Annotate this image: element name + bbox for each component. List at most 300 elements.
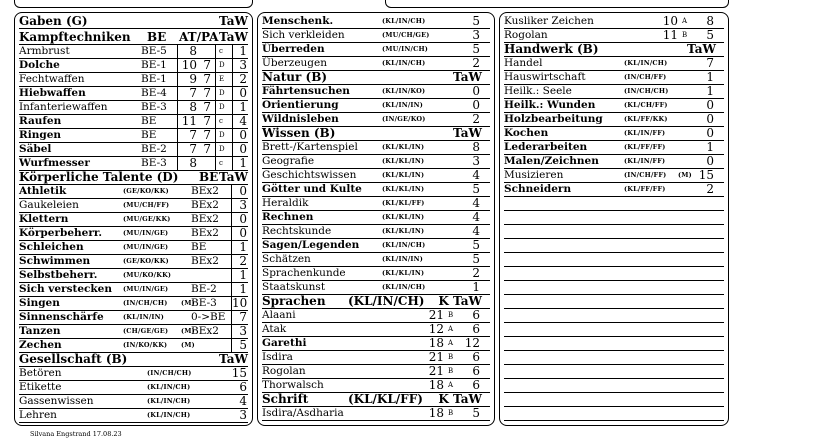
talent-name: Musizieren [504, 169, 564, 181]
taw-value: 0 [706, 154, 714, 168]
taw-value: 1 [706, 84, 714, 98]
card-col1 [14, 12, 253, 426]
blank-row [504, 392, 724, 407]
talent-name: Brett-/Kartenspiel [262, 141, 358, 153]
talent-attributes: (KL/IN/CH) [382, 241, 426, 249]
table-row [19, 44, 248, 59]
talent-name: Sprachenkunde [262, 267, 346, 279]
taw-value: 1 [706, 140, 714, 154]
col-header-be: BE [199, 170, 219, 184]
talent-attributes: (KL/IN/CH) [147, 383, 191, 391]
taw-value: 4 [239, 394, 247, 408]
blank-row [504, 322, 724, 337]
talent-name: Raufen [19, 115, 62, 127]
be-value: BE-5 [141, 45, 167, 57]
taw-value: 12 [464, 336, 480, 350]
be-value: 0->BE [191, 311, 226, 323]
col-header-taw: TaW [452, 70, 482, 84]
section-header [262, 70, 490, 85]
talent-name: Gaukeleien [19, 199, 79, 211]
at-value: 7 [189, 86, 197, 100]
table-row [262, 28, 490, 43]
cell-divider [215, 58, 216, 72]
talent-name: Zechen [19, 339, 62, 351]
talent-attributes: (MU/IN/GE) [123, 243, 169, 251]
table-row [19, 296, 248, 311]
talent-name: Heilk.: Wunden [504, 99, 596, 111]
complexity-value: 12 [428, 322, 444, 336]
talent-attributes: (KL/KL/IN) [382, 171, 425, 179]
complexity-class: B [448, 311, 454, 319]
talent-name: Geografie [262, 155, 315, 167]
taw-value: 10 [232, 296, 248, 310]
col-header-taw: TaW [219, 30, 249, 44]
talent-attributes: (KL/IN/CH) [147, 411, 191, 419]
talent-name: Lederarbeiten [504, 141, 588, 153]
blank-row [504, 350, 724, 365]
blank-row [504, 280, 724, 295]
complexity-class: B [448, 409, 454, 417]
talent-name: Götter und Kulte [262, 183, 362, 195]
complexity-value: 10 [662, 14, 678, 28]
pa-value: 7 [203, 100, 211, 114]
table-row [262, 238, 490, 253]
talent-attributes: (MU/GE/KK) [123, 215, 171, 223]
taw-value: 3 [472, 154, 480, 168]
talent-attributes: (KL/KL/FF) [382, 199, 425, 207]
complexity-class: A [448, 325, 454, 333]
talent-name: Schätzen [262, 253, 311, 265]
talent-name: Überreden [262, 43, 325, 55]
be-value: BE-2 [191, 283, 217, 295]
table-row [262, 182, 490, 197]
taw-value: 15 [231, 366, 247, 380]
complexity-value: 11 [662, 28, 678, 42]
section-header-koerperliche-talente [19, 170, 248, 185]
talent-attributes: (MU/KO/KK) [123, 271, 172, 279]
table-row [262, 224, 490, 239]
taw-value: 2 [706, 182, 714, 196]
cell-divider [215, 44, 216, 58]
talent-name: Dolche [19, 59, 60, 71]
cell-divider [177, 142, 178, 156]
talent-attributes: (MU/IN/GE) [123, 285, 169, 293]
pa-value: 7 [203, 72, 211, 86]
blank-row [504, 196, 724, 211]
at-value: 9 [189, 72, 197, 86]
table-row [19, 226, 248, 241]
card-col2 [257, 12, 495, 426]
col-header-taw: K TaW [438, 392, 482, 406]
table-row [19, 394, 248, 409]
meisterhandwerk-mark: (M) [181, 299, 195, 307]
complexity-value: 21 [428, 308, 444, 322]
table-row [19, 156, 248, 171]
at-value: 8 [189, 100, 197, 114]
talent-attributes: (KL/IN/IN) [123, 313, 165, 321]
taw-value: 1 [706, 70, 714, 84]
taw-value: 3 [472, 28, 480, 42]
weapon-type: D [219, 131, 225, 139]
taw-value: 1 [239, 44, 247, 58]
table-row [262, 42, 490, 57]
section-title: Körperliche Talente (D) [19, 170, 179, 184]
cell-divider [177, 100, 178, 114]
taw-value: 1 [239, 240, 247, 254]
table-row [504, 98, 724, 113]
talent-name: Rechtskunde [262, 225, 332, 237]
taw-value: 2 [472, 112, 480, 126]
be-value: BE [191, 241, 207, 253]
taw-value: 1 [239, 100, 247, 114]
at-value: 7 [189, 142, 197, 156]
talent-name: Infanteriewaffen [19, 101, 108, 113]
taw-value: 2 [239, 254, 247, 268]
taw-value: 0 [472, 98, 480, 112]
taw-value: 1 [239, 268, 247, 282]
complexity-class: A [682, 17, 688, 25]
be-value: BE-4 [141, 87, 167, 99]
weapon-type: D [219, 103, 225, 111]
taw-value: 5 [472, 406, 480, 420]
taw-value: 15 [698, 168, 714, 182]
talent-name: Singen [19, 297, 60, 309]
talent-name: Sich verkleiden [262, 29, 345, 41]
table-row [262, 266, 490, 281]
footer-signature: Silvana Engstrand 17.08.23 [30, 430, 122, 438]
taw-value: 6 [472, 322, 480, 336]
taw-value: 2 [472, 266, 480, 280]
taw-value: 3 [239, 408, 247, 422]
table-row [504, 140, 724, 155]
top-stub-right [385, 0, 729, 8]
at-value: 7 [189, 128, 197, 142]
taw-value: 5 [472, 14, 480, 28]
cell-divider [177, 128, 178, 142]
blank-row [504, 308, 724, 323]
talent-attributes: (KL/KL/IN) [382, 227, 425, 235]
taw-value: 1 [472, 280, 480, 294]
blank-row [504, 378, 724, 393]
cell-divider [177, 72, 178, 86]
table-row [19, 254, 248, 269]
be-value: BEx2 [191, 227, 219, 239]
cell-divider [215, 114, 216, 128]
table-row [262, 322, 490, 337]
talent-name: Kochen [504, 127, 549, 139]
section-header-gaben [19, 14, 248, 29]
taw-value: 0 [239, 226, 247, 240]
talent-name: Sinnenschärfe [19, 311, 104, 323]
table-row [19, 114, 248, 129]
talent-attributes: (IN/CH/FF) [624, 171, 667, 179]
section-header [504, 42, 724, 57]
talent-attributes: (MU/IN/GE) [123, 229, 169, 237]
table-row [504, 84, 724, 99]
table-row [19, 282, 248, 297]
card-col3 [499, 12, 729, 426]
cell-divider [177, 156, 178, 170]
meisterhandwerk-mark: (M) [181, 327, 195, 335]
table-row [19, 212, 248, 227]
table-row [19, 380, 248, 395]
talent-attributes: (KL/FF/FF) [624, 143, 666, 151]
taw-value: 5 [239, 338, 247, 352]
table-row [262, 112, 490, 127]
table-row [19, 324, 248, 339]
table-row [19, 142, 248, 157]
talent-name: Menschenk. [262, 15, 334, 27]
talent-attributes: (GE/KO/KK) [123, 257, 169, 265]
col-header-taw: TaW [452, 126, 482, 140]
blank-row [504, 210, 724, 225]
language-name: Rogolan [262, 365, 306, 377]
talent-attributes: (GE/KO/KK) [123, 187, 169, 195]
language-name: Isdira [262, 351, 293, 363]
talent-attributes: (KL/IN/FF) [624, 129, 666, 137]
blank-row [504, 336, 724, 351]
table-row [19, 240, 248, 255]
table-row [504, 126, 724, 141]
blank-row [504, 238, 724, 253]
talent-attributes: (MU/IN/CH) [382, 45, 429, 53]
section-title: Gesellschaft (B) [19, 352, 128, 366]
talent-attributes: (KL/IN/IN) [382, 101, 424, 109]
table-row [262, 196, 490, 211]
talent-name: Tanzen [19, 325, 61, 337]
be-value: BE [141, 129, 157, 141]
complexity-class: B [682, 31, 688, 39]
taw-value: 4 [472, 168, 480, 182]
cell-divider [215, 100, 216, 114]
talent-attributes: (KL/KL/IN) [382, 269, 425, 277]
talent-attributes: (KL/IN/KO) [382, 87, 426, 95]
be-value: BE-1 [141, 73, 167, 85]
talent-attributes: (IN/CH/CH) [147, 369, 192, 377]
pa-value: 7 [203, 142, 211, 156]
talent-name: Ringen [19, 129, 62, 141]
table-row [262, 210, 490, 225]
taw-value: 4 [472, 224, 480, 238]
be-value: BE-2 [141, 143, 167, 155]
talent-name: Handel [504, 57, 543, 69]
be-value: BEx2 [191, 199, 219, 211]
be-value: BE-3 [141, 101, 167, 113]
talent-attributes: (CH/GE/GE) [123, 327, 169, 335]
table-row [19, 86, 248, 101]
talent-name: Betören [19, 367, 62, 379]
complexity-value: 18 [428, 378, 444, 392]
language-name: Atak [262, 323, 287, 335]
talent-attributes: (KL/IN/CH) [382, 17, 426, 25]
talent-name: Heraldik [262, 197, 309, 209]
taw-value: 5 [472, 252, 480, 266]
table-row [504, 28, 724, 43]
table-row [262, 350, 490, 365]
blank-row [504, 364, 724, 379]
complexity-value: 21 [428, 350, 444, 364]
table-row [19, 310, 248, 325]
talent-attributes: (KL/FF/FF) [624, 185, 666, 193]
talent-name: Staatskunst [262, 281, 326, 293]
table-row [19, 268, 248, 283]
complexity-class: A [448, 381, 454, 389]
be-value: BEx2 [191, 255, 219, 267]
talent-name: Malen/Zeichnen [504, 155, 599, 167]
cell-divider [215, 142, 216, 156]
taw-value: 0 [706, 112, 714, 126]
taw-value: 5 [706, 28, 714, 42]
blank-row [504, 406, 724, 421]
table-row [504, 154, 724, 169]
cell-divider [177, 114, 178, 128]
pa-value: 7 [203, 86, 211, 100]
taw-value: 1 [239, 282, 247, 296]
col-header-taw: TaW [219, 14, 249, 28]
section-attributes: (KL/KL/FF) [348, 392, 423, 406]
section-title: Wissen (B) [262, 126, 336, 140]
taw-value: 6 [472, 308, 480, 322]
language-name: Kusliker Zeichen [504, 15, 594, 27]
talent-name: Athletik [19, 185, 67, 197]
talent-attributes: (KL/IN/CH) [382, 59, 426, 67]
talent-name: Wildnisleben [262, 113, 339, 125]
pa-value: 7 [203, 128, 211, 142]
meisterhandwerk-mark: (M) [678, 171, 692, 179]
pa-value: 7 [203, 114, 211, 128]
section-title: Natur (B) [262, 70, 328, 84]
taw-value: 3 [239, 58, 247, 72]
table-row [504, 168, 724, 183]
cell-divider [177, 58, 178, 72]
talent-attributes: (IN/KO/KK) [123, 341, 168, 349]
blank-row [504, 224, 724, 239]
table-row [262, 364, 490, 379]
be-value: BE [141, 115, 157, 127]
talent-attributes: (KL/IN/CH) [382, 283, 426, 291]
table-row [504, 56, 724, 71]
be-value: BE-3 [191, 297, 217, 309]
table-row [262, 140, 490, 155]
col-header-taw: TaW [219, 352, 249, 366]
talent-attributes: (KL/KL/IN) [382, 185, 425, 193]
taw-value: 0 [472, 84, 480, 98]
blank-row [504, 294, 724, 309]
talent-name: Heilk.: Seele [504, 85, 572, 97]
taw-value: 5 [472, 42, 480, 56]
taw-value: 2 [472, 56, 480, 70]
talent-attributes: (IN/CH/CH) [123, 299, 168, 307]
section-header [262, 294, 490, 309]
be-value: BEx2 [191, 325, 219, 337]
table-row [262, 252, 490, 267]
talent-attributes: (KL/KL/IN) [382, 143, 425, 151]
talent-name: Lehren [19, 409, 57, 421]
talent-attributes: (KL/KL/IN) [382, 157, 425, 165]
complexity-class: A [448, 339, 454, 347]
section-header [262, 126, 490, 141]
at-value: 8 [189, 156, 197, 170]
taw-value: 2 [239, 72, 247, 86]
table-row [262, 168, 490, 183]
talent-attributes: (KL/IN/CH) [147, 397, 191, 405]
talent-attributes: (MU/CH/GE) [382, 31, 430, 39]
talent-name: Selbstbeherr. [19, 269, 98, 281]
talent-name: Geschichtswissen [262, 169, 357, 181]
table-row [262, 84, 490, 99]
cell-divider [177, 44, 178, 58]
section-title: Schrift [262, 392, 309, 406]
talent-name: Überzeugen [262, 57, 328, 69]
talent-attributes: (IN/GE/KO) [382, 115, 426, 123]
table-row [19, 198, 248, 213]
taw-value: 1 [239, 156, 247, 170]
table-row [262, 378, 490, 393]
table-row [19, 408, 248, 423]
weapon-type: c [219, 47, 223, 55]
complexity-class: B [448, 353, 454, 361]
taw-value: 4 [472, 210, 480, 224]
table-row [19, 128, 248, 143]
talent-attributes: (KL/IN/IN) [382, 255, 424, 263]
be-value: BE-1 [141, 59, 167, 71]
complexity-class: B [448, 367, 454, 375]
table-row [19, 184, 248, 199]
col-header-taw: TaW [686, 42, 716, 56]
taw-value: 0 [239, 142, 247, 156]
talent-attributes: (IN/CH/FF) [624, 73, 667, 81]
talent-attributes: (MU/CH/FF) [123, 201, 170, 209]
col-header-be: BE [147, 30, 167, 44]
table-row [262, 280, 490, 295]
pa-value: 7 [203, 58, 211, 72]
talent-name: Sich verstecken [19, 283, 112, 295]
col-header-taw: K TaW [438, 294, 482, 308]
table-row [262, 308, 490, 323]
section-attributes: (KL/IN/CH) [348, 294, 425, 308]
weapon-type: D [219, 61, 225, 69]
table-row [504, 14, 724, 29]
table-row [19, 58, 248, 73]
talent-name: Schleichen [19, 241, 84, 253]
complexity-value: 18 [428, 406, 444, 420]
table-row [262, 56, 490, 71]
blank-row [504, 252, 724, 267]
taw-value: 0 [706, 98, 714, 112]
talent-attributes: (KL/IN/FF) [624, 157, 666, 165]
taw-value: 0 [239, 128, 247, 142]
table-row [262, 336, 490, 351]
weapon-type: E [219, 75, 225, 83]
blank-row [504, 266, 724, 281]
taw-value: 4 [239, 114, 247, 128]
talent-attributes: (KL/IN/CH) [624, 59, 668, 67]
be-value: BE-3 [141, 157, 167, 169]
taw-value: 5 [472, 182, 480, 196]
weapon-type: c [219, 117, 223, 125]
language-name: Rogolan [504, 29, 548, 41]
talent-name: Schneidern [504, 183, 572, 195]
section-title: Gaben (G) [19, 14, 88, 28]
talent-attributes: (KL/CH/FF) [624, 101, 668, 109]
section-title: Kampftechniken [19, 30, 131, 44]
talent-name: Rechnen [262, 211, 314, 223]
talent-name: Klettern [19, 213, 69, 225]
cell-divider [177, 86, 178, 100]
talent-name: Körperbeherr. [19, 227, 103, 239]
col-header-taw: TaW [219, 170, 249, 184]
taw-value: 8 [472, 140, 480, 154]
